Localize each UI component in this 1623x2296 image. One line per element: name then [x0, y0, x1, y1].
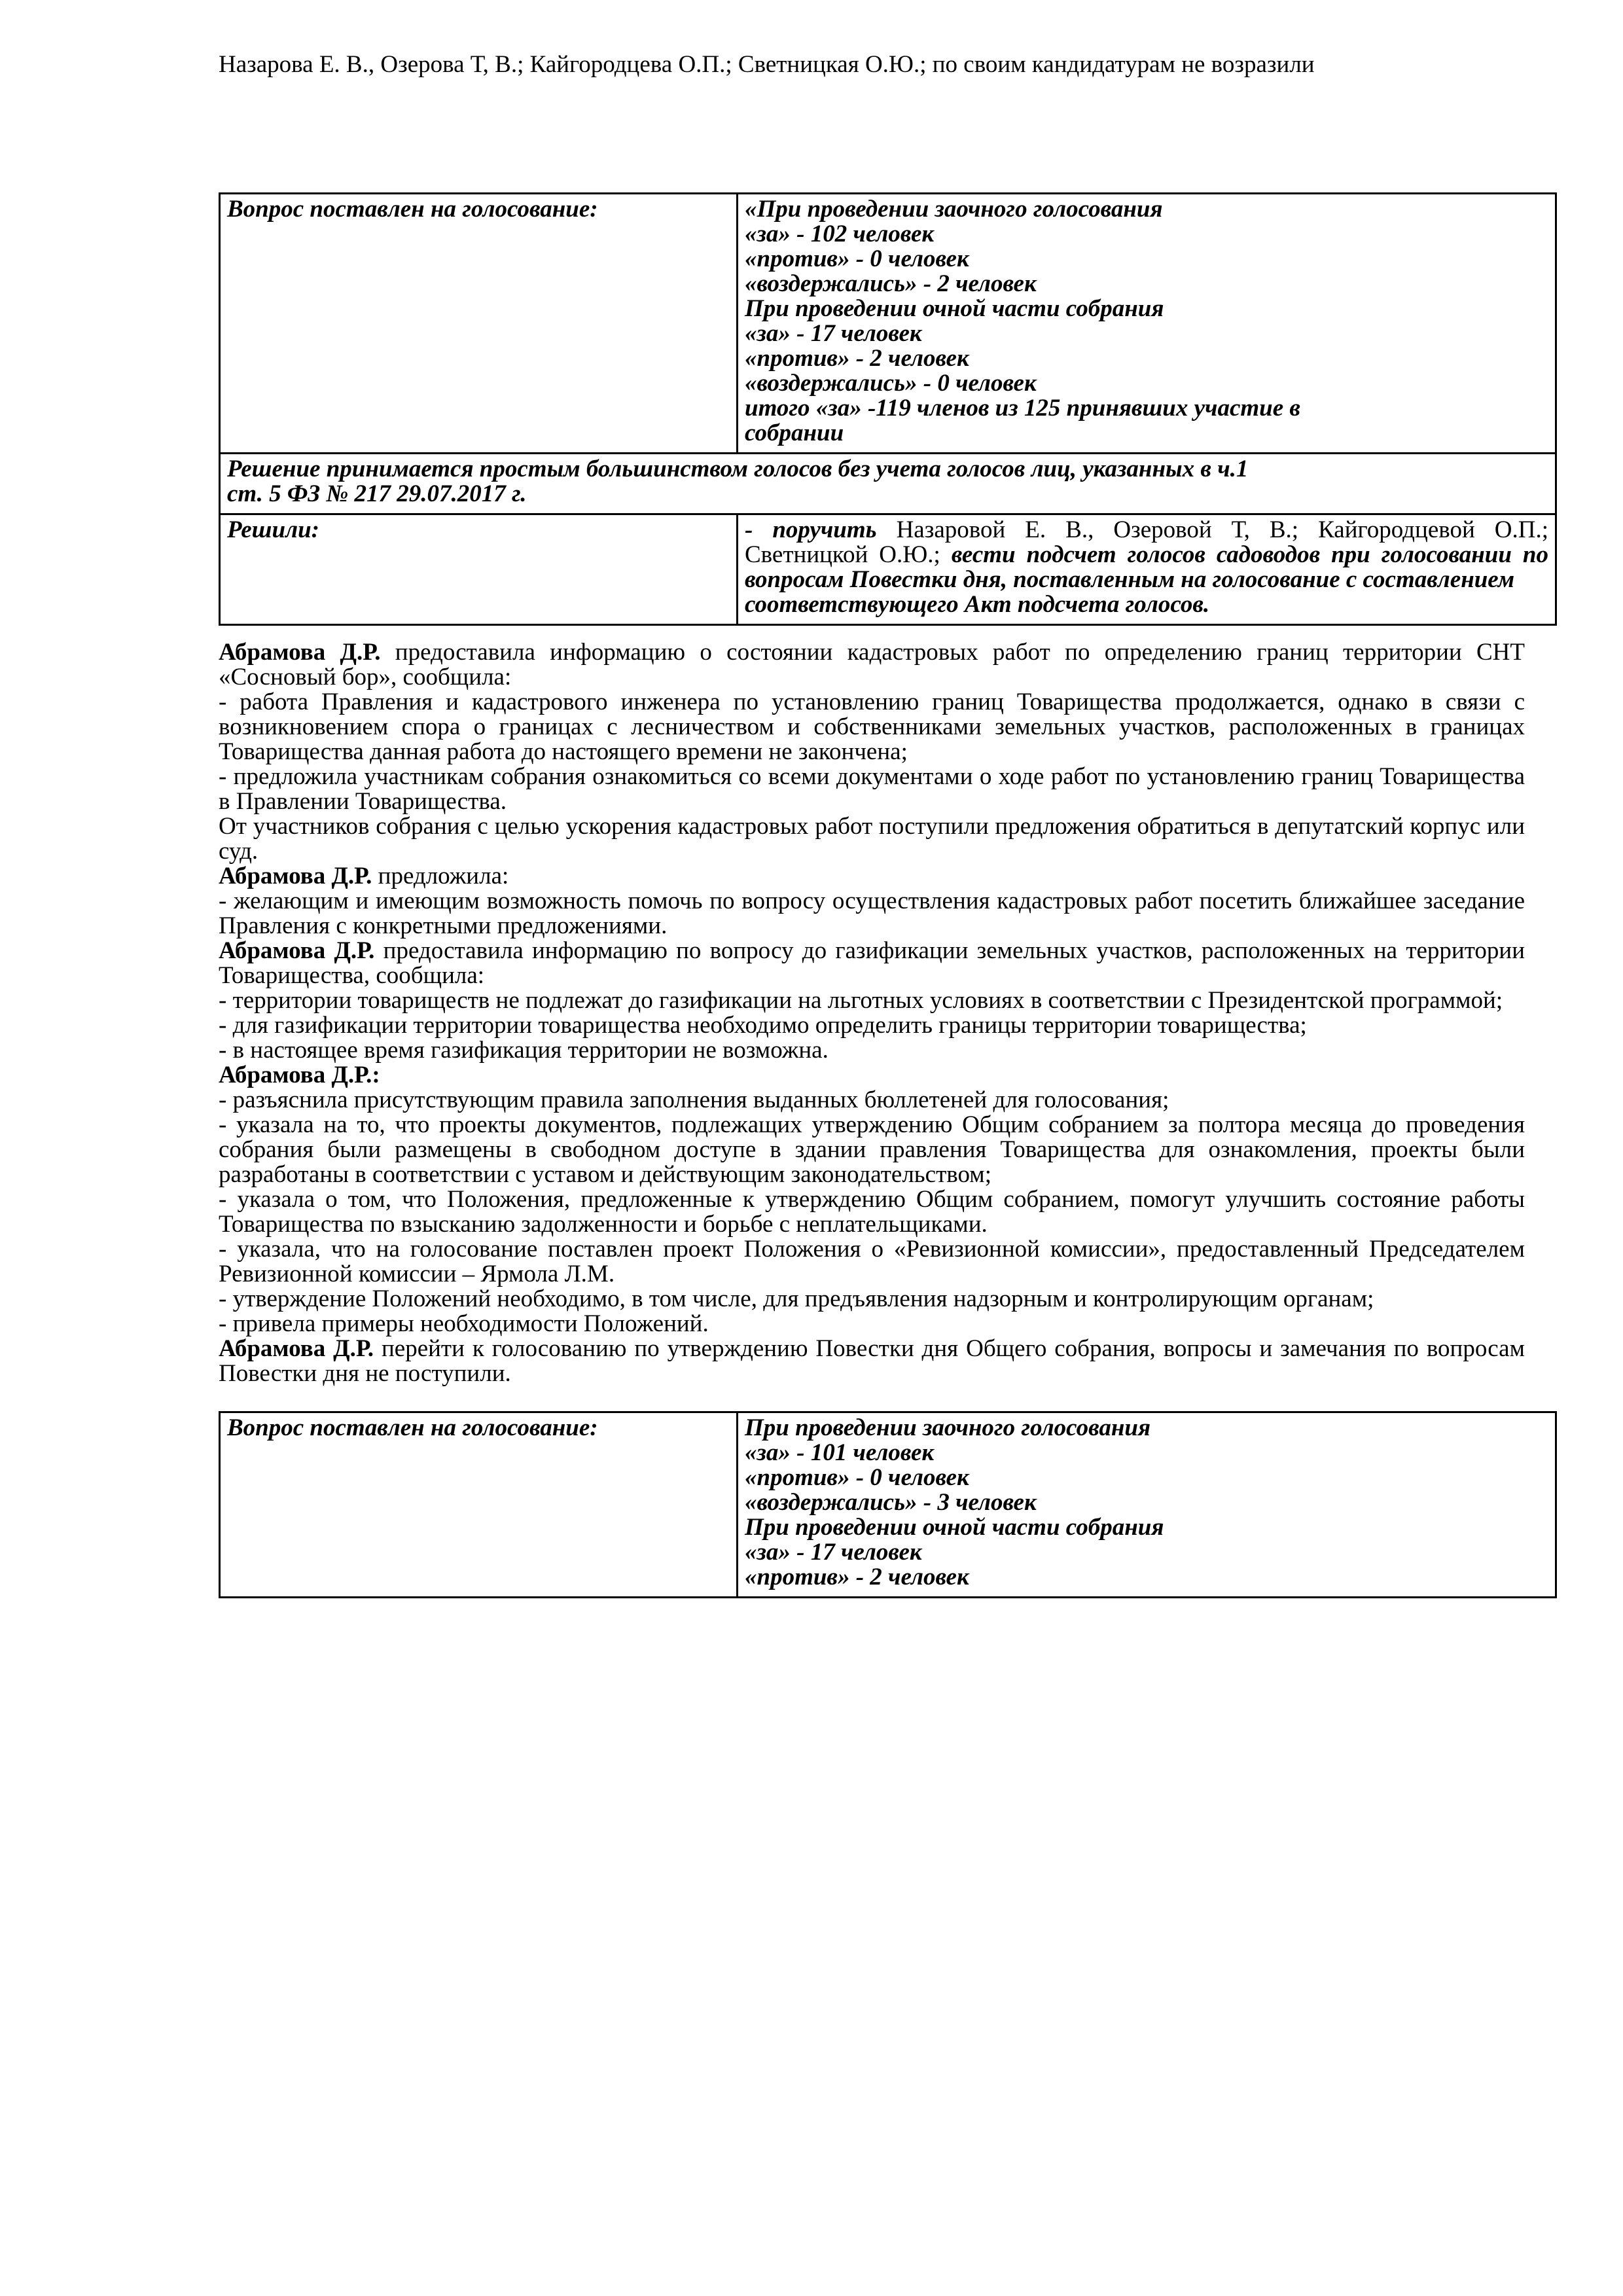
question-label-text: Вопрос поставлен на голосование:: [227, 1414, 598, 1441]
speaker-name: Абрамова Д.Р.: [219, 639, 381, 666]
page-content: [219, 51, 1548, 1598]
body-paragraph-14: - указала о том, что Положения, предложенные к утверждению Общим собранием, помогут улучшить состояние работы Товарищества по взысканию задолженности и борьбе с неплательщиками.: [219, 1186, 1525, 1238]
paragraph-text: предоставила информацию о состоянии кадастровых работ по определению границ территории СНТ «Сосновый бор», сообщила:: [219, 639, 1525, 691]
vote-line: «При проведении заочного голосования: [745, 196, 1163, 223]
vote-line: «против» - 2 человек: [745, 345, 969, 372]
body-paragraph-13: - указала на то, что проекты документов, подлежащих утверждению Общим собранием за полтора месяца до проведения собрания были размещены в свободном доступе в здании правления Товарищества для ознакомления, проекты были разработаны в соответствии с уставом и действующим законодательством;: [219, 1111, 1525, 1188]
resolved-names: Назаровой Е. В., Озеровой Т, В.; Кайгородцевой О.П.; Светницкой О.Ю.;: [745, 516, 1548, 568]
vote-line: «воздержались» - 2 человек: [745, 270, 1037, 297]
body-paragraph-2: - работа Правления и кадастрового инженера по установлению границ Товарищества продолжается, однако в связи с возникновением спора о границах с лесничеством и собственниками земельных участков, расположенных в границах Товарищества данная работа до настоящего времени не закончена;: [219, 689, 1525, 765]
question-value-cell: [738, 194, 1556, 454]
spacer-after-table-one: [219, 626, 1525, 640]
vote-line: «против» - 0 человек: [745, 1464, 969, 1491]
body-paragraph-8: - территории товариществ не подлежат до газификации на льготных условиях в соответствии с Президентской программой;: [219, 987, 1503, 1014]
question-value-cell: [738, 1412, 1556, 1598]
paragraph-text: предоставила информацию по вопросу до газификации земельных участков, расположенных на территории Товарищества, сообщила:: [219, 937, 1525, 989]
body-paragraph-9: - для газификации территории товарищества необходимо определить границы территории товарищества;: [219, 1012, 1307, 1039]
vote-line: При проведении заочного голосования: [745, 1414, 1151, 1441]
body-paragraph-1: [219, 640, 1525, 690]
speaker-name: Абрамова Д.Р.: [219, 863, 372, 889]
speaker-name: Абрамова Д.Р.:: [219, 1062, 380, 1088]
table-row: [220, 194, 1556, 454]
question-label-cell: [220, 194, 738, 454]
table-row: [220, 514, 1556, 625]
paragraph-text: перейти к голосованию по утверждению Повестки дня Общего собрания, вопросы и замечания по вопросам Повестки дня не поступили.: [219, 1335, 1525, 1387]
decision-rule-line: Решение принимается простым большинством голосов без учета голосов лиц, указанных в ч.1: [227, 456, 1249, 482]
body-paragraph-17: - привела примеры необходимости Положений.: [219, 1310, 709, 1337]
body-paragraph-10: - в настоящее время газификация территории не возможна.: [219, 1037, 829, 1064]
question-label-cell: [220, 1412, 738, 1598]
vote-line: «против» - 0 человек: [745, 245, 969, 272]
body-paragraph-6: - желающим и имеющим возможность помочь по вопросу осуществления кадастровых работ посетить ближайшее заседание Правления с конкретными предложениями.: [219, 888, 1525, 939]
body-paragraph-5: [219, 864, 1525, 889]
decision-rule-cell: [220, 454, 1556, 514]
body-paragraph-3: - предложила участникам собрания ознакомиться со всеми документами о ходе работ по установлению границ Товарищества в Правлении Товарищества.: [219, 763, 1525, 815]
resolved-label-cell: [220, 514, 738, 625]
spacer-before-table-two: [219, 1386, 1525, 1411]
body-paragraph-18: [219, 1336, 1525, 1386]
intro-paragraph: Назарова Е. В., Озерова Т, В.; Кайгородцева О.П.; Светницкая О.Ю.; по своим кандидатурам не возразили: [219, 51, 1315, 78]
body-paragraph-4: От участников собрания с целью ускорения кадастровых работ поступили предложения обратиться в депутатский корпус или суд.: [219, 813, 1525, 865]
resolved-label-text: Решили:: [227, 516, 319, 543]
vote-line: «воздержались» - 3 человек: [745, 1489, 1037, 1516]
body-paragraph-15: - указала, что на голосование поставлен проект Положения о «Ревизионной комиссии», предоставленный Председателем Ревизионной комиссии – Ярмола Л.М.: [219, 1236, 1525, 1287]
resolved-text: [745, 518, 1548, 592]
voting-table-one: [219, 192, 1557, 626]
paragraph-text: предложила:: [372, 863, 509, 889]
vote-line: «за» - 17 человек: [745, 1539, 922, 1566]
body-paragraph-7: [219, 939, 1525, 988]
speaker-name: Абрамова Д.Р.: [219, 937, 375, 964]
resolved-prefix: - поручить: [745, 516, 897, 543]
vote-line: При проведении очной части собрания: [745, 295, 1164, 322]
speaker-name: Абрамова Д.Р.: [219, 1335, 374, 1362]
vote-summary-line: собрании: [745, 420, 844, 446]
body-paragraph-12: - разъяснила присутствующим правила заполнения выданных бюллетеней для голосования;: [219, 1086, 1169, 1113]
vote-line: «за» - 101 человек: [745, 1439, 935, 1466]
vote-line: При проведении очной части собрания: [745, 1514, 1164, 1541]
vote-line: «за» - 102 человек: [745, 221, 935, 247]
decision-rule-line: ст. 5 ФЗ № 217 29.07.2017 г.: [227, 480, 527, 507]
spacer-intro: [219, 77, 1525, 192]
vote-line: «за» - 17 человек: [745, 320, 922, 347]
resolved-text-tail: соответствующего Акт подсчета голосов.: [745, 591, 1210, 618]
body-paragraph-11: [219, 1063, 1525, 1088]
question-label-text: Вопрос поставлен на голосование:: [227, 196, 598, 223]
table-row: [220, 454, 1556, 514]
resolved-action: вести подсчет голосов садоводов при голосовании по вопросам Повестки дня, поставленным на голосование с составлением: [745, 541, 1548, 593]
voting-table-two: [219, 1411, 1557, 1598]
body-paragraph-16: - утверждение Положений необходимо, в том числе, для предъявления надзорным и контролирующим органам;: [219, 1285, 1374, 1312]
resolved-value-cell: [738, 514, 1556, 625]
table-row: [220, 1412, 1556, 1598]
vote-line: «против» - 2 человек: [745, 1564, 969, 1590]
vote-line: «воздержались» - 0 человек: [745, 370, 1037, 397]
vote-summary-line: итого «за» -119 членов из 125 принявших участие в: [745, 395, 1300, 422]
